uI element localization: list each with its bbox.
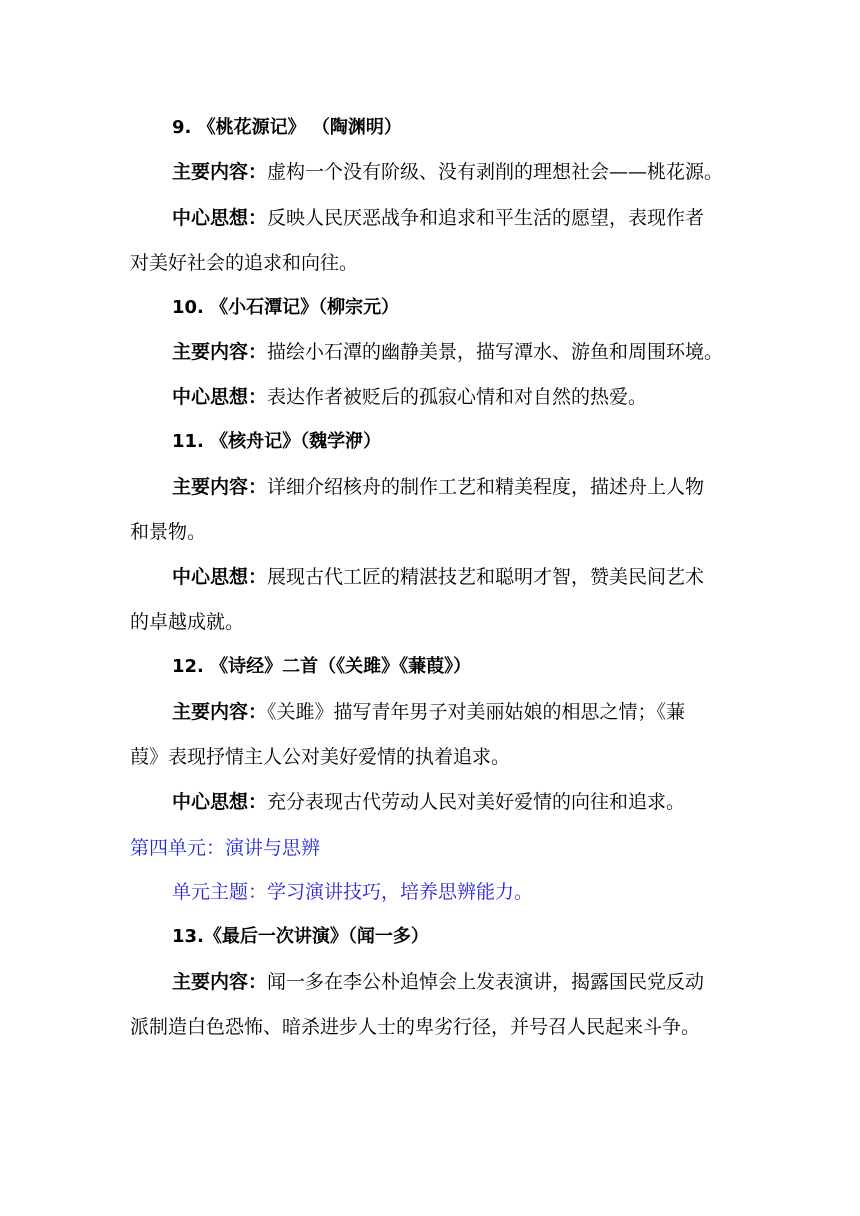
idea-label: 中心思想： — [172, 791, 268, 813]
item-9-idea-text: 反映人民厌恶战争和追求和平生活的愿望，表现作者 — [267, 207, 705, 229]
unit-theme: 单元主题：学习演讲技巧，培养思辨能力。 — [172, 881, 534, 903]
idea-label: 中心思想： — [172, 566, 268, 588]
item-10-content — [172, 340, 723, 364]
item-12-heading: 12. 《诗经》二首（《关雎》《蒹葭》） — [172, 656, 472, 677]
item-9-content-text: 虚构一个没有阶级、没有剥削的理想社会——桃花源。 — [267, 161, 724, 183]
item-13-heading: 13.《最后一次讲演》（闻一多） — [172, 926, 429, 947]
item-12-content — [172, 700, 685, 724]
item-10-content-text: 描绘小石潭的幽静美景，描写潭水、游鱼和周围环境。 — [267, 341, 724, 363]
item-10-idea-text: 表达作者被贬后的孤寂心情和对自然的热爱。 — [267, 386, 648, 408]
item-13-content-continued: 派制造白色恐怖、暗杀进步人士的卑劣行径，并号召人民起来斗争。 — [130, 1016, 701, 1038]
item-9-heading: 9. 《桃花源记》 （陶渊明） — [172, 117, 402, 138]
item-9-content — [172, 160, 723, 184]
item-13-content-text: 闻一多在李公朴追悼会上发表演讲，揭露国民党反动 — [267, 971, 705, 993]
content-label: 主要内容： — [172, 971, 268, 993]
item-11-content-continued: 和景物。 — [130, 521, 207, 543]
item-11-idea-text: 展现古代工匠的精湛技艺和聪明才智，赞美民间艺术 — [267, 566, 705, 588]
item-11-idea-continued: 的卓越成就。 — [130, 611, 245, 633]
item-11-content-text: 详细介绍核舟的制作工艺和精美程度，描述舟上人物 — [267, 476, 705, 498]
item-12-idea — [172, 790, 685, 814]
item-11-content — [172, 475, 704, 499]
item-10-heading: 10. 《小石潭记》（柳宗元） — [172, 297, 400, 318]
item-12-idea-text: 充分表现古代劳动人民对美好爱情的向往和追求。 — [267, 791, 686, 813]
unit-title: 第四单元：演讲与思辨 — [130, 837, 321, 859]
content-label: 主要内容： — [172, 341, 268, 363]
item-13-content — [172, 970, 704, 994]
item-12-content-continued: 葭》表现抒情主人公对美好爱情的执着追求。 — [130, 746, 511, 768]
idea-label: 中心思想： — [172, 207, 268, 229]
item-10-idea — [172, 385, 647, 409]
content-label: 主要内容： — [172, 476, 268, 498]
item-12-content-text: 《关雎》描写青年男子对美丽姑娘的相思之情；《蒹 — [267, 701, 686, 723]
item-11-idea — [172, 565, 704, 589]
idea-label: 中心思想： — [172, 386, 268, 408]
content-label: 主要内容： — [172, 701, 268, 723]
item-11-heading: 11. 《核舟记》（魏学洢） — [172, 431, 382, 452]
content-label: 主要内容： — [172, 161, 268, 183]
item-9-idea-continued: 对美好社会的追求和向往。 — [130, 252, 359, 274]
item-9-idea — [172, 206, 704, 230]
